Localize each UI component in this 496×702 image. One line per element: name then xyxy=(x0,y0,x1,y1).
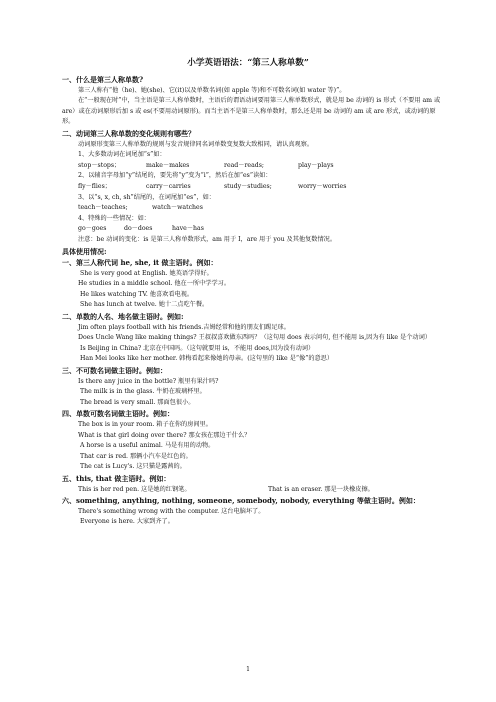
usage-1-head: 一、第三人称代词 xyxy=(62,258,118,268)
example: go－goes xyxy=(78,225,107,233)
example: study－studies; xyxy=(224,182,272,190)
rule-2-examples xyxy=(62,182,442,193)
usage-1-pronouns: he, she, it xyxy=(120,258,160,268)
example: watch－watches xyxy=(152,204,203,212)
example-sentence: This is her red pen. 这是她的红钢笔。 xyxy=(78,485,191,493)
section-1-paragraph-2: 在“一般现在时”中，当主语是第三人称单数时，主语后的谓语动词要用第三人称单数形式，就是用 be 动词的 is 形式（不要用 am 或 are）或在动词原形后加 s 或 es(不要用动词原形)。而当主语不是第三人称单数时，那么还是用 be 动词的 am 或 are 形式，或动词的原形。 xyxy=(62,97,441,126)
example: make－makes xyxy=(146,161,190,169)
usage-2-heading: 二、单数的人名、地名做主语时。例如: xyxy=(62,312,184,322)
example: teach－teaches; xyxy=(78,204,128,212)
usage-heading: 具体使用情况: xyxy=(62,246,107,256)
example: have－has xyxy=(172,225,204,233)
rule-1: 1、大多数动词在词尾加“s”如： xyxy=(78,151,166,159)
section-2-intro: 动词原形变第三人称单数的规则与发音规律同名词单数变复数大致相同，请认真观察。 xyxy=(78,140,314,148)
usage-3-heading: 三、不可数名词做主语时。例如： xyxy=(62,366,167,376)
example-sentence: That is an eraser. 那是一块橡皮擦。 xyxy=(268,485,374,493)
example: fly－flies； xyxy=(78,182,111,190)
example-sentence: A horse is a useful animal. 马是有用的动物。 xyxy=(80,442,215,450)
usage-4-heading: 四、单数可数名词做主语时。例如： xyxy=(62,409,174,419)
rule-4-examples xyxy=(62,224,442,235)
usage-5-heading: 五、this, that 做主语时。例如： xyxy=(62,473,171,483)
example-sentence: The cat is Lucy's. 这只猫是露茜的。 xyxy=(80,463,186,471)
usage-1-heading xyxy=(62,258,442,269)
rule-4: 4、特殊的一些情况：如： xyxy=(78,214,150,222)
example: play－plays xyxy=(298,161,334,169)
rule-2: 2、以辅音字母加“y”结尾的，要先将“y”变为“i”，然后在加“es”读如： xyxy=(78,172,272,180)
example: stop－stops； xyxy=(78,161,121,169)
example-sentence: Is there any juice in the bottle? 瓶里有果汁吗? xyxy=(78,377,219,385)
example-sentence: He likes watching TV. 他喜欢看电视。 xyxy=(80,290,194,298)
page-number: 1 xyxy=(246,666,250,673)
example: worry－worries xyxy=(298,182,347,190)
rule-1-examples xyxy=(62,161,442,172)
section-2-heading: 二、动词第三人称单数的变化规则有哪些？ xyxy=(62,128,195,138)
example-sentence: The milk is in the glass. 牛奶在玻璃杯里。 xyxy=(80,388,206,396)
be-verb-note: 注意：be 动词的变化：is 是第三人称单数形式，am 用于 I，are 用于 you 及其他复数情况。 xyxy=(78,235,337,243)
example-sentence: Does Uncle Wang like making things? 王叔叔喜欢做东西吗？（这句用 does 表示问句, 但不能用 is,因为有 like 是个动词） xyxy=(78,334,431,342)
example-sentence: What is that girl doing over there? 那女孩在那边干什么？ xyxy=(78,431,251,439)
example-sentence: That car is red. 那辆小汽车是红色的。 xyxy=(80,452,192,460)
example-sentence: Jim often plays football with his friends.吉姆经常和他的朋友们踢足球。 xyxy=(78,323,290,331)
example: carry－carries xyxy=(146,182,191,190)
example-sentence: There's something wrong with the computer. 这台电脑坏了。 xyxy=(78,507,265,515)
section-1-heading: 一、什么是第三人称单数? xyxy=(62,75,144,84)
example-sentence: Is Beijing in China? 北京在中国吗。（这句就要用 is，不能用 does,因为没有动词） xyxy=(80,344,315,352)
example-sentence: She has lunch at twelve. 她十二点吃午餐。 xyxy=(80,301,209,309)
document-body xyxy=(62,74,442,528)
usage-5-examples xyxy=(62,485,442,496)
example-sentence: The box is in your room. 箱子在你的房间里。 xyxy=(78,421,212,428)
example-sentence: Han Mei looks like her mother. 韩梅看起来像她的母亲。(这句里的 like 是“像”的意思） xyxy=(80,355,334,363)
example: read－reads; xyxy=(224,161,264,169)
example-sentence: He studies in a middle school. 他在一所中学学习。 xyxy=(78,280,231,288)
example: do－does xyxy=(124,225,153,233)
rule-3: 3、以“s, x, ch, sh”结尾的，在词尾加“es”，如： xyxy=(78,193,215,201)
document-title: 小学英语语法：“第三人称单数” xyxy=(187,58,309,68)
rule-3-examples xyxy=(62,203,442,214)
usage-6-heading: 六、something, anything, nothing, someone, somebody, nobody, everything 等做主语时。例如： xyxy=(62,496,420,506)
example-sentence: The bread is very small. 那面包很小。 xyxy=(80,398,195,406)
usage-1-tail: 做主语时。例如： xyxy=(161,258,218,268)
section-1-paragraph-1: 第三人称有“他（he)、她(she)、它(it)以及单数名词(如 apple 等)和不可数名词(如 water 等)”。 xyxy=(78,86,346,94)
example-sentence: Everyone is here. 大家到齐了。 xyxy=(80,518,174,526)
example-sentence: She is very good at English. 她英语学得好。 xyxy=(80,269,213,277)
